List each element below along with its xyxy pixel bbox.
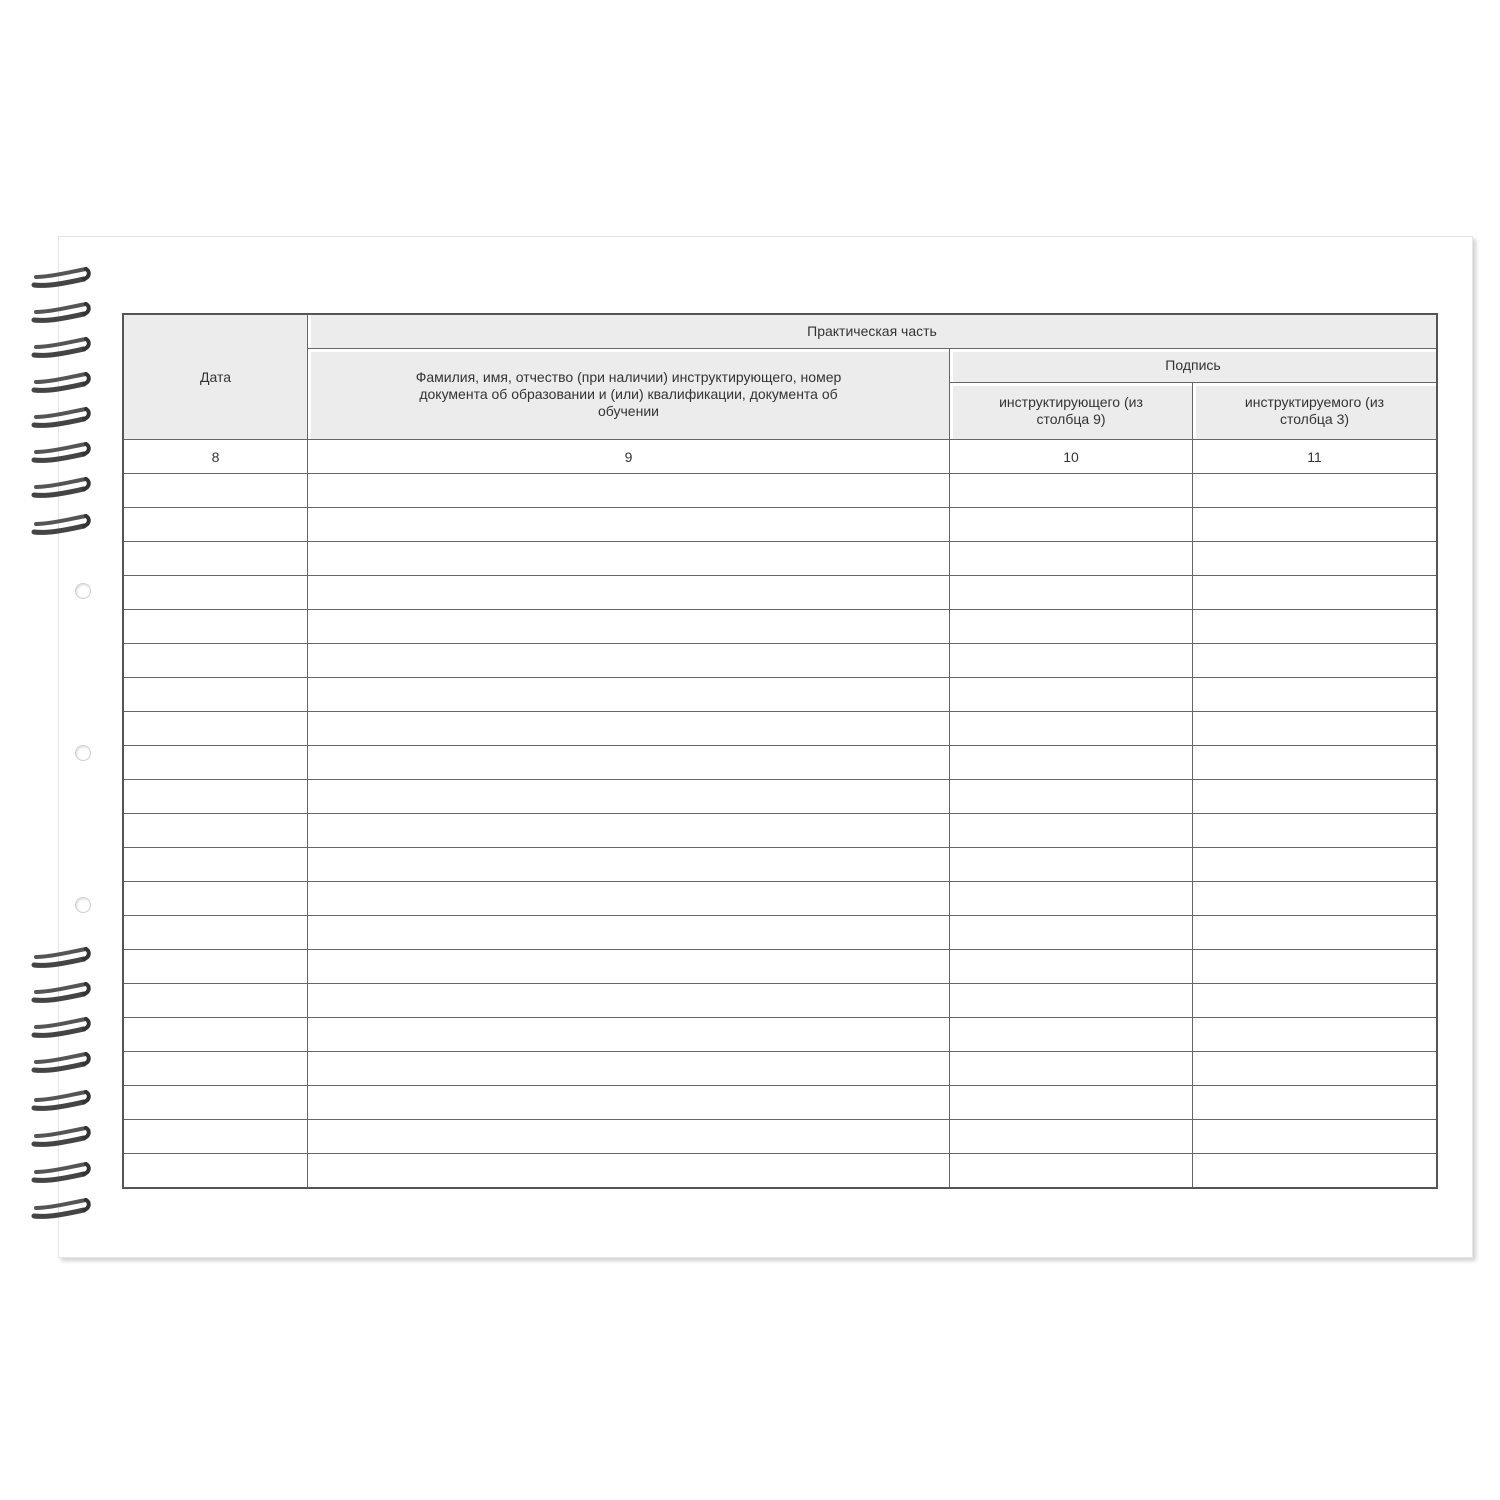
spiral-coil	[30, 1088, 92, 1114]
table-cell	[308, 882, 950, 916]
table-cell	[1193, 814, 1436, 848]
spiral-coil	[30, 335, 92, 361]
table-cell	[1193, 746, 1436, 780]
table-row	[124, 474, 1436, 508]
table-row	[124, 746, 1436, 780]
table-cell	[308, 1018, 950, 1052]
column-number-11: 11	[1193, 440, 1436, 474]
table-cell	[308, 746, 950, 780]
table-cell	[1193, 542, 1436, 576]
header-instructor-info	[308, 349, 950, 440]
table-cell	[308, 474, 950, 508]
table-cell	[1193, 1018, 1436, 1052]
spiral-coil	[30, 945, 92, 971]
table-cell	[1193, 576, 1436, 610]
table-cell	[308, 780, 950, 814]
table-cell	[124, 508, 308, 542]
table-cell	[1193, 780, 1436, 814]
table-row	[124, 644, 1436, 678]
table-cell	[1193, 474, 1436, 508]
table-cell	[1193, 1052, 1436, 1086]
table-cell	[124, 950, 308, 984]
table-cell	[124, 780, 308, 814]
spiral-coil	[30, 1015, 92, 1041]
header-instructed-signature	[1193, 383, 1436, 440]
spiral-coil	[30, 475, 92, 501]
table-cell	[308, 508, 950, 542]
table-cell	[950, 1052, 1193, 1086]
table-cell	[124, 644, 308, 678]
table-cell	[124, 678, 308, 712]
table-cell	[1193, 644, 1436, 678]
table-cell	[950, 542, 1193, 576]
table-row	[124, 780, 1436, 814]
table-cell	[950, 508, 1193, 542]
table-cell	[1193, 712, 1436, 746]
table-row	[124, 1120, 1436, 1154]
table-row	[124, 984, 1436, 1018]
table-cell	[1193, 1120, 1436, 1154]
table-cell	[1193, 950, 1436, 984]
table-row	[124, 916, 1436, 950]
table-cell	[308, 1120, 950, 1154]
table-row	[124, 814, 1436, 848]
table-cell	[308, 542, 950, 576]
table-cell	[950, 678, 1193, 712]
table-cell	[950, 712, 1193, 746]
table-row	[124, 542, 1436, 576]
table-cell	[124, 848, 308, 882]
table-cell	[308, 1086, 950, 1120]
table-row	[124, 1154, 1436, 1187]
table-cell	[124, 814, 308, 848]
column-number-10: 10	[950, 440, 1193, 474]
spiral-coil	[30, 1050, 92, 1076]
table-cell	[124, 576, 308, 610]
table-cell	[950, 644, 1193, 678]
table-cell	[308, 848, 950, 882]
table-cell	[308, 576, 950, 610]
spiral-coil	[30, 265, 92, 291]
table-cell	[950, 984, 1193, 1018]
table-cell	[308, 644, 950, 678]
table-cell	[1193, 508, 1436, 542]
table-cell	[1193, 984, 1436, 1018]
spiral-coil	[30, 1160, 92, 1186]
table-cell	[950, 746, 1193, 780]
table-cell	[950, 950, 1193, 984]
spiral-coil	[30, 1124, 92, 1150]
table-cell	[950, 848, 1193, 882]
table-row	[124, 508, 1436, 542]
table-cell	[308, 814, 950, 848]
column-number-row	[124, 440, 1436, 474]
table-cell	[308, 610, 950, 644]
spiral-coil	[30, 405, 92, 431]
table-cell	[950, 474, 1193, 508]
table-cell	[308, 1052, 950, 1086]
journal-table	[122, 313, 1438, 1189]
table-row	[124, 1052, 1436, 1086]
table-cell	[950, 916, 1193, 950]
table-row	[124, 712, 1436, 746]
table-cell	[1193, 882, 1436, 916]
table-cell	[308, 950, 950, 984]
table-cell	[950, 576, 1193, 610]
table-cell	[124, 474, 308, 508]
table-cell	[1193, 610, 1436, 644]
table-cell	[308, 984, 950, 1018]
table-cell	[1193, 916, 1436, 950]
table-cell	[950, 780, 1193, 814]
table-cell	[124, 542, 308, 576]
table-cell	[308, 712, 950, 746]
spiral-coil	[30, 980, 92, 1006]
table-cell	[1193, 848, 1436, 882]
table-cell	[124, 882, 308, 916]
table-row	[124, 950, 1436, 984]
header-date: Дата	[124, 315, 308, 440]
table-cell	[124, 1120, 308, 1154]
table-cell	[124, 1154, 308, 1187]
column-number-8: 8	[124, 440, 308, 474]
table-cell	[124, 916, 308, 950]
header-instructed-signature-text: инструктируемого (из столбца 3)	[1244, 394, 1385, 427]
spiral-coil	[30, 440, 92, 466]
table-row	[124, 576, 1436, 610]
table-row	[124, 678, 1436, 712]
header-instructor-info-text: Фамилия, имя, отчество (при наличии) инструктирующего, номер документа об образовании и (или) квалификации, документа об обучении	[415, 368, 842, 419]
header-instructor-signature	[950, 383, 1193, 440]
punch-hole	[75, 583, 91, 599]
table-row	[124, 610, 1436, 644]
header-instructor-signature-text: инструктирующего (из столбца 9)	[999, 394, 1143, 427]
table-row	[124, 848, 1436, 882]
table-cell	[950, 814, 1193, 848]
table-row	[124, 1018, 1436, 1052]
table-cell	[124, 712, 308, 746]
header-signature: Подпись	[950, 349, 1436, 383]
table-cell	[124, 1052, 308, 1086]
table-cell	[124, 1018, 308, 1052]
table-cell	[950, 1086, 1193, 1120]
table-row	[124, 882, 1436, 916]
table-cell	[950, 1154, 1193, 1187]
table-cell	[124, 746, 308, 780]
table-cell	[308, 1154, 950, 1187]
table-cell	[1193, 1154, 1436, 1187]
spiral-coil	[30, 512, 92, 538]
table-cell	[308, 916, 950, 950]
spiral-coil	[30, 1196, 92, 1222]
table-cell	[124, 984, 308, 1018]
punch-hole	[75, 745, 91, 761]
table-cell	[950, 610, 1193, 644]
table-cell	[308, 678, 950, 712]
table-row	[124, 1086, 1436, 1120]
table-cell	[950, 1018, 1193, 1052]
table-cell	[1193, 678, 1436, 712]
table-cell	[950, 882, 1193, 916]
table-cell	[124, 610, 308, 644]
spiral-coil	[30, 300, 92, 326]
punch-hole	[75, 897, 91, 913]
table-cell	[1193, 1086, 1436, 1120]
table-cell	[950, 1120, 1193, 1154]
table-cell	[124, 1086, 308, 1120]
column-number-9: 9	[308, 440, 950, 474]
spiral-coil	[30, 370, 92, 396]
header-practical-part: Практическая часть	[308, 315, 1436, 349]
